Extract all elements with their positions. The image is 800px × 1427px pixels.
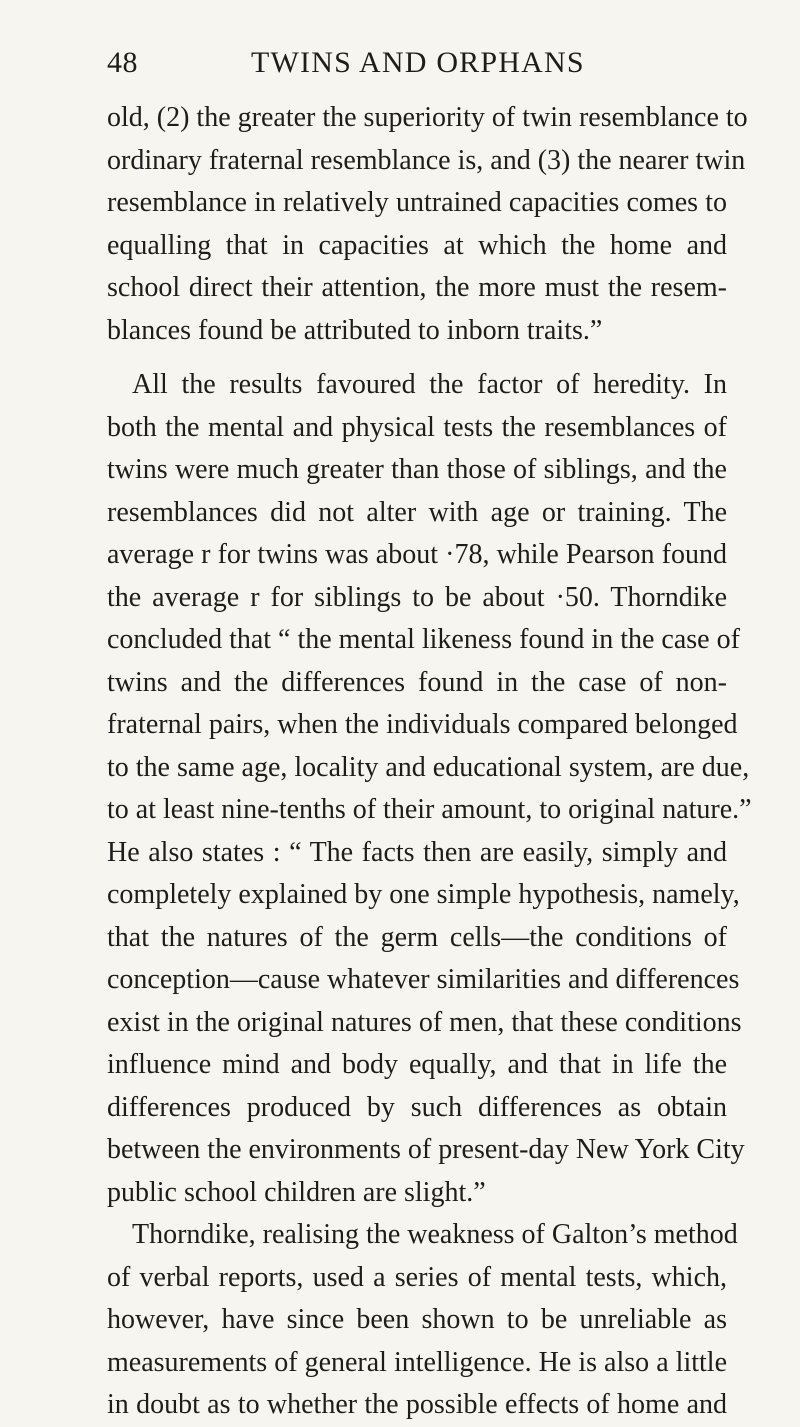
text-line: that the natures of the germ cells—the conditions of (107, 921, 727, 953)
text-line: both the mental and physical tests the resemblances of (107, 411, 727, 443)
text-line: ordinary fraternal resemblance is, and (3) the nearer twin (107, 144, 746, 176)
text-line: school direct their attention, the more must the resem- (107, 272, 727, 303)
text-line: differences produced by such differences as obtain (107, 1091, 727, 1123)
text-line: average r for twins was about ·78, while Pearson found (107, 539, 727, 570)
paragraph-3 (107, 1214, 738, 1427)
text-line: to at least nine-tenths of their amount, to original nature.” (107, 794, 752, 825)
running-head (107, 46, 727, 90)
text-line: resemblance in relatively untrained capacities comes to (107, 187, 727, 218)
running-title: TWINS AND ORPHANS (251, 46, 585, 79)
body-text (107, 97, 752, 1427)
text-line: in doubt as to whether the possible effects of home and (107, 1389, 727, 1420)
text-line: All the results favoured the factor of heredity. In (132, 369, 727, 400)
paragraph-1 (107, 97, 748, 352)
text-line: He also states : “ The facts then are easily, simply and (107, 836, 727, 868)
paragraph-gap (107, 352, 727, 364)
text-line: of verbal reports, used a series of mental tests, which, (107, 1261, 727, 1293)
text-line: conception—cause whatever similarities and differences (107, 964, 740, 995)
text-line: the average r for siblings to be about ·50. Thorndike (107, 581, 727, 613)
text-line: resemblances did not alter with age or training. The (107, 496, 727, 528)
text-line: to the same age, locality and educational system, are due, (107, 751, 750, 783)
text-line: old, (2) the greater the superiority of twin resemblance to (107, 102, 748, 133)
text-line: exist in the original natures of men, that these conditions (107, 1006, 742, 1038)
text-line: Thorndike, realising the weakness of Galton’s method (132, 1219, 738, 1250)
page-number: 48 (107, 46, 138, 79)
text-line: twins were much greater than those of siblings, and the (107, 454, 727, 485)
text-line: public school children are slight.” (107, 1176, 486, 1208)
text-line: however, have since been shown to be unreliable as (107, 1304, 727, 1335)
text-line: blances found be attributed to inborn traits.” (107, 314, 603, 346)
text-line: influence mind and body equally, and that in life the (107, 1049, 727, 1080)
paragraph-2 (107, 364, 752, 1214)
text-line: fraternal pairs, when the individuals compared belonged (107, 709, 738, 740)
text-line: measurements of general intelligence. He is also a little (107, 1346, 727, 1378)
text-line: twins and the differences found in the case of non- (107, 666, 727, 698)
text-line: between the environments of present-day New York City (107, 1134, 745, 1165)
text-line: equalling that in capacities at which the home and (107, 229, 727, 261)
text-line: concluded that “ the mental likeness found in the case of (107, 624, 740, 655)
text-line: completely explained by one simple hypothesis, namely, (107, 879, 740, 910)
